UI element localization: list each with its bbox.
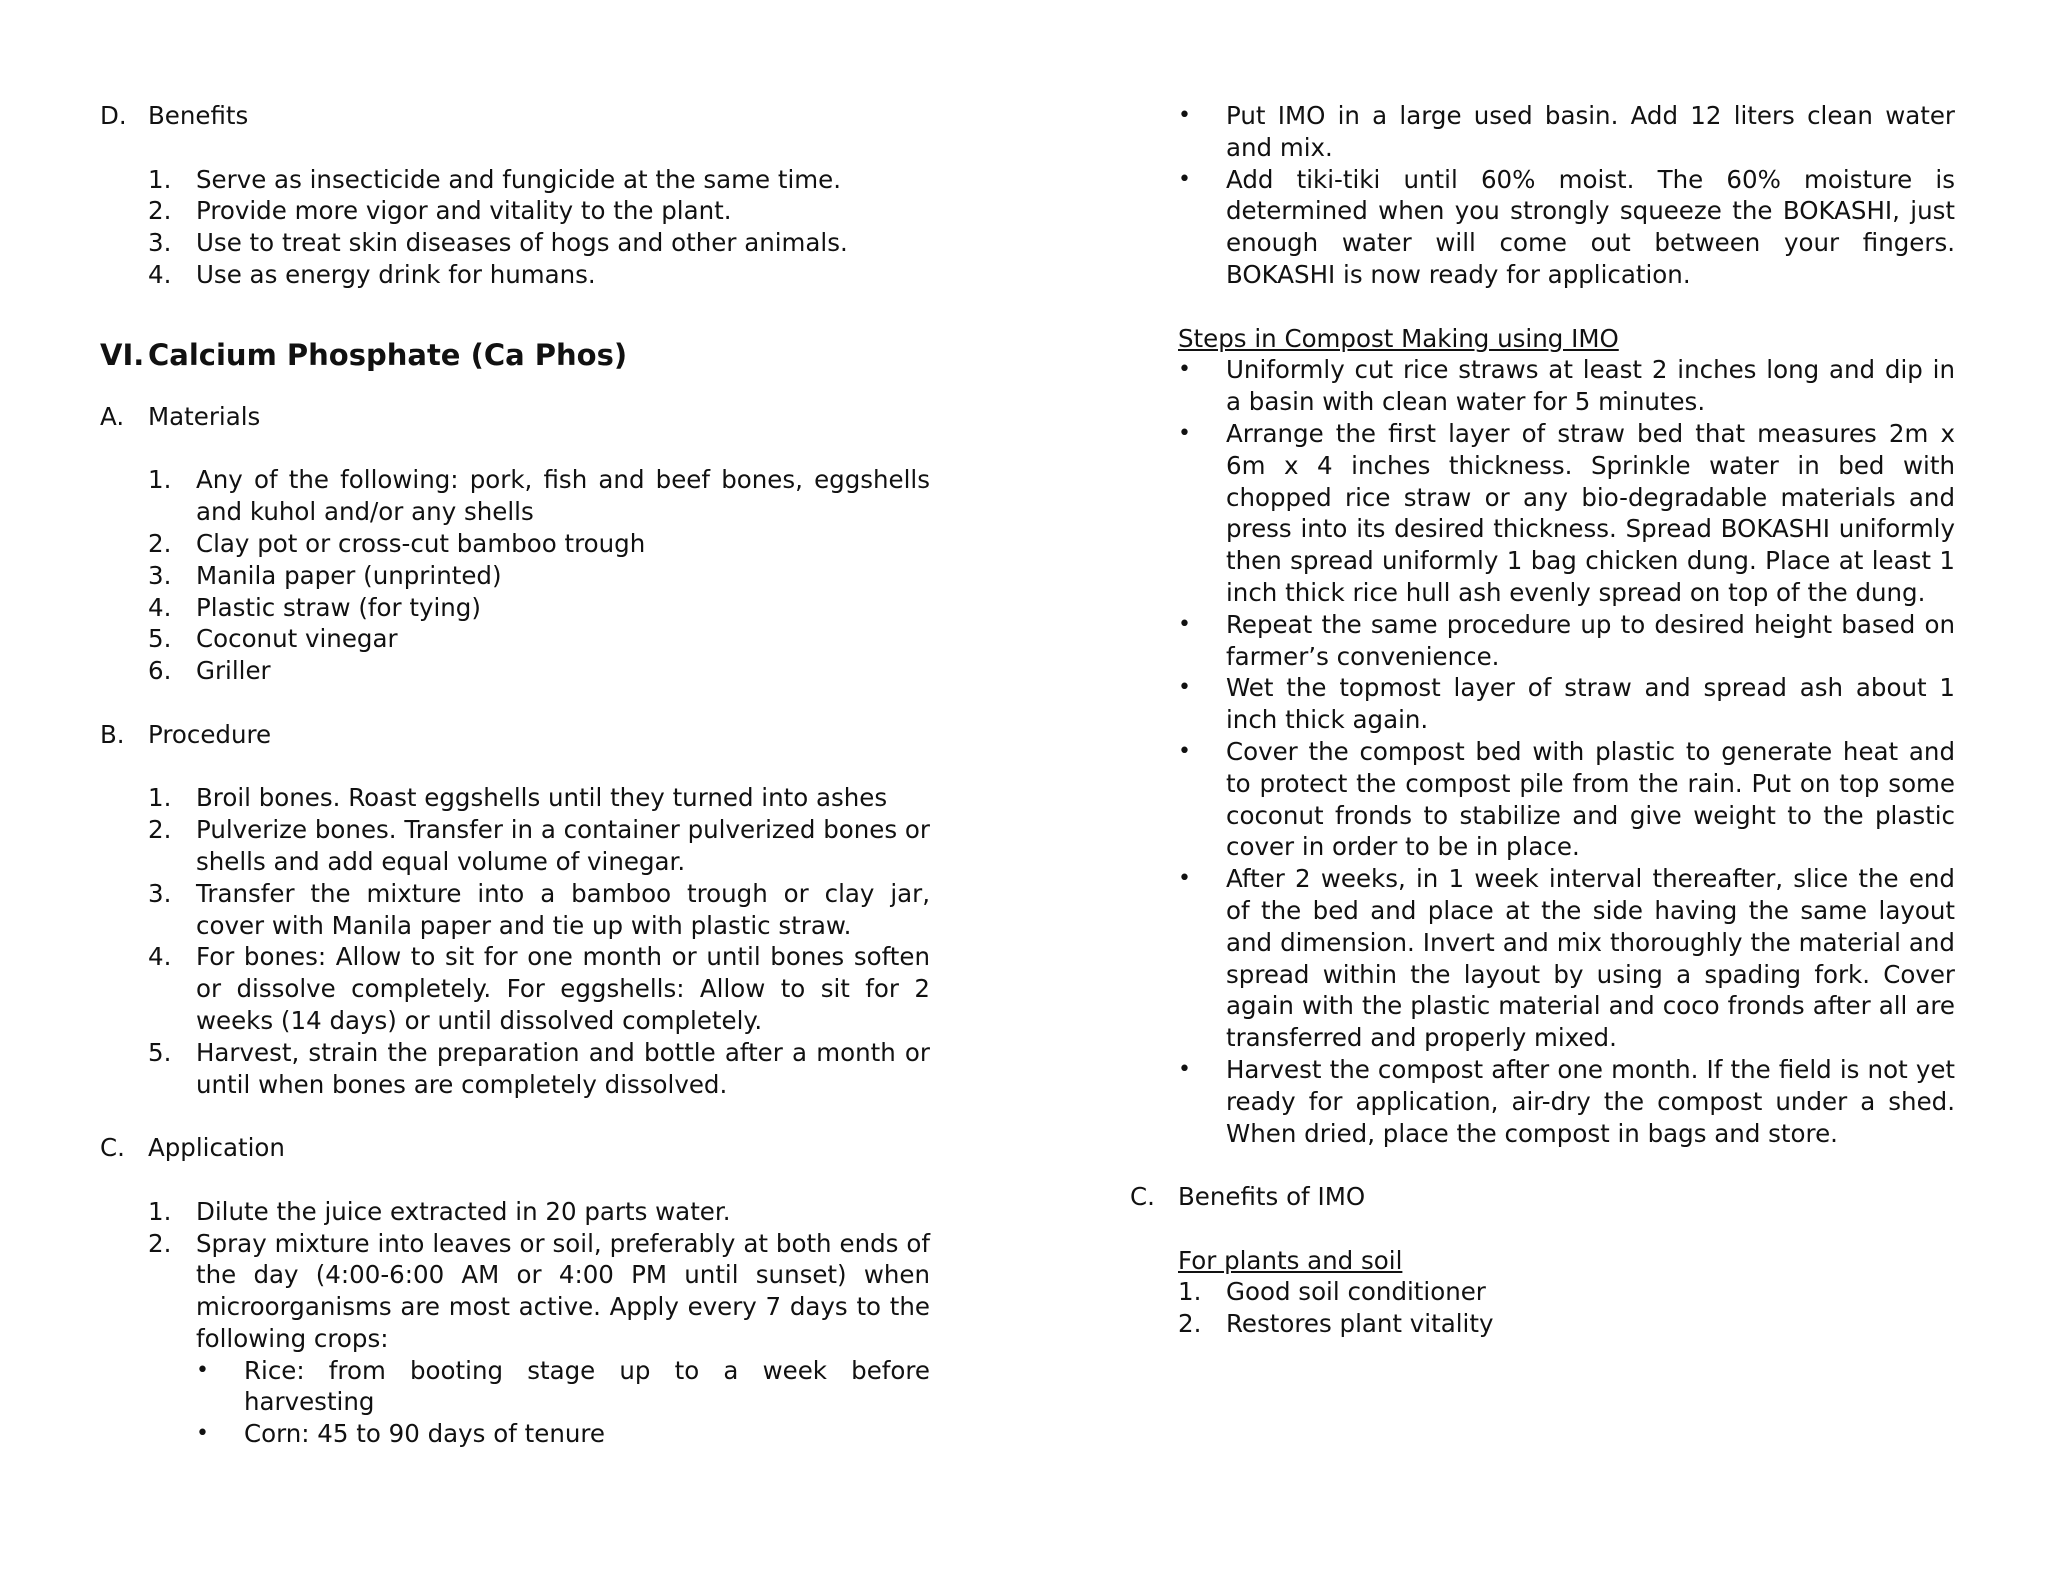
list-item: 3. Use to treat skin diseases of hogs and other animals.	[148, 228, 848, 258]
list-item: • Wet the topmost layer of straw and spread ash about 1 inch thick again.	[1178, 673, 1955, 735]
list-item: • Arrange the first layer of straw bed that measures 2m x 6m x 4 inches thickness. Sprinkle water in bed with chopped rice straw or any bio-degradable materials and press into its desired thickness. Spread BOKASHI uniformly then spread uniformly 1 bag chicken dung. Place at least 1 inch thick rice hull ash evenly spread on top of the dung.	[1178, 418, 1955, 607]
list-item: 4. Use as energy drink for humans.	[148, 259, 596, 289]
list-item: 5. Harvest, strain the preparation and bottle after a month or until when bones are completely dissolved.	[148, 1037, 930, 1099]
list-item: • Corn: 45 to 90 days of tenure	[196, 1419, 605, 1449]
list-item: 2. Restores plant vitality	[1178, 1309, 1494, 1339]
list-item: 2. Provide more vigor and vitality to the plant.	[148, 196, 732, 226]
list-item: 2. Spray mixture into leaves or soil, preferably at both ends of the day (4:00-6:00 AM or 4:00 PM until sunset) when microorganisms are most active. Apply every 7 days to the following crops:	[148, 1228, 930, 1353]
compost-heading: Steps in Compost Making using IMO	[1178, 323, 1619, 353]
list-item: • After 2 weeks, in 1 week interval thereafter, slice the end of the bed and place at the side having the same layout and dimension. Invert and mix thoroughly the material and spread within the layout by using a spading fork. Cover again with the plastic material and coco fronds after all are transferred and properly mixed.	[1178, 864, 1955, 1053]
heading-text: Benefits	[148, 101, 249, 130]
list-item: • Add tiki-tiki until 60% moist. The 60% moisture is determined when you strongly squeeze the BOKASHI, just enough water will come out between your fingers. BOKASHI is now ready for application.	[1178, 164, 1955, 289]
materials-list	[148, 464, 930, 687]
list-item: 5. Coconut vinegar	[148, 624, 398, 654]
list-item: 1. Dilute the juice extracted in 20 parts water.	[148, 1196, 731, 1226]
heading-letter: D.	[100, 101, 127, 130]
list-item: • Uniformly cut rice straws at least 2 inches long and dip in a basin with clean water for 5 minutes.	[1178, 355, 1955, 417]
list-item: 2. Pulverize bones. Transfer in a container pulverized bones or shells and add equal volume of vinegar.	[148, 815, 930, 876]
list-item: 1. Any of the following: pork, fish and beef bones, eggshells and kuhol and/or any shells	[148, 465, 930, 527]
list-item: 6. Griller	[148, 656, 271, 686]
right-column	[1130, 100, 1955, 1340]
list-item: 4. Plastic straw (for tying)	[148, 592, 481, 622]
left-column	[100, 100, 930, 1450]
section-title-text: Calcium Phosphate (Ca Phos)	[148, 337, 628, 372]
benefits-heading	[100, 100, 930, 132]
list-item: 1. Broil bones. Roast eggshells until they turned into ashes	[148, 783, 888, 813]
crops-list	[196, 1355, 930, 1450]
procedure-list	[148, 782, 930, 1100]
list-item: • Repeat the same procedure up to desired height based on farmer’s convenience.	[1178, 609, 1955, 671]
benefits-imo-list	[1178, 1276, 1955, 1340]
list-item: 4. For bones: Allow to sit for one month or until bones soften or dissolve completely. For eggshells: Allow to sit for 2 weeks (14 days) or until dissolved completely.	[148, 942, 930, 1035]
benefits-list	[148, 164, 930, 291]
list-item: • Put IMO in a large used basin. Add 12 liters clean water and mix.	[1178, 101, 1955, 162]
list-item: • Cover the compost bed with plastic to generate heat and to protect the compost pile from the rain. Put on top some coconut fronds to stabilize and give weight to the plastic cover in order to be in place.	[1178, 736, 1955, 862]
application-list	[148, 1196, 930, 1355]
application-heading: C. Application	[100, 1133, 285, 1163]
section-number: VI.	[100, 337, 145, 372]
benefits-imo-heading: C. Benefits of IMO	[1130, 1182, 1366, 1212]
procedure-heading: B. Procedure	[100, 719, 272, 749]
list-item: • Rice: from booting stage up to a week before harvesting	[196, 1355, 930, 1417]
bokashi-steps-list	[1178, 100, 1955, 291]
compost-steps-list	[1178, 354, 1955, 1149]
list-item: 2. Clay pot or cross-cut bamboo trough	[148, 528, 646, 558]
list-item: • Harvest the compost after one month. If the field is not yet ready for application, air-dry the compost under a shed. When dried, place the compost in bags and store.	[1178, 1054, 1955, 1148]
section-title	[100, 337, 930, 373]
list-item: 1. Good soil conditioner	[1178, 1277, 1486, 1307]
list-item: 3. Manila paper (unprinted)	[148, 560, 502, 590]
list-item: 3. Transfer the mixture into a bamboo trough or clay jar, cover with Manila paper and tie up with plastic straw.	[148, 878, 930, 940]
materials-heading: A. Materials	[100, 401, 261, 431]
benefits-imo-subheading: For plants and soil	[1178, 1245, 1403, 1275]
list-item: 1. Serve as insecticide and fungicide at the same time.	[148, 164, 842, 194]
